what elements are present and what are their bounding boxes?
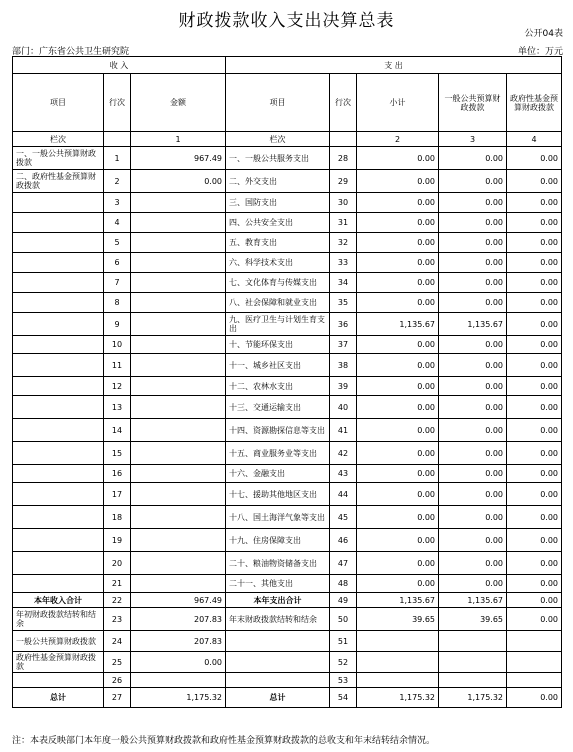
subtotal-cell: 1,135.67 [357,593,439,608]
income-item-cell [13,354,104,377]
general-budget-cell: 0.00 [439,442,507,465]
income-amount-cell [131,253,226,273]
expense-line-cell: 35 [330,293,357,313]
income-line-cell: 13 [104,396,131,419]
expense-line-cell: 29 [330,170,357,193]
expense-item-cell: 七、文化体育与传媒支出 [226,273,330,293]
fund-budget-cell [507,673,562,688]
general-budget-cell: 0.00 [439,213,507,233]
fund-budget-cell: 0.00 [507,419,562,442]
general-budget-cell: 0.00 [439,575,507,593]
fund-budget-cell: 0.00 [507,552,562,575]
expense-item-cell: 十一、城乡社区支出 [226,354,330,377]
col-index-3: 3 [439,132,507,147]
table-row [13,529,562,552]
income-amount-cell [131,673,226,688]
income-amount-header: 金额 [131,74,226,132]
subtotal-cell: 0.00 [357,419,439,442]
general-budget-cell: 0.00 [439,354,507,377]
subtotal-cell: 0.00 [357,253,439,273]
expense-line-cell: 34 [330,273,357,293]
income-item-cell: 政府性基金预算财政拨款 [13,652,104,673]
fund-budget-cell: 0.00 [507,608,562,631]
expense-line-cell: 48 [330,575,357,593]
income-line-cell: 16 [104,465,131,483]
expense-item-cell: 九、医疗卫生与计划生育支出 [226,313,330,336]
expense-line-cell: 38 [330,354,357,377]
income-amount-cell: 207.83 [131,608,226,631]
general-budget-cell [439,673,507,688]
fund-budget-cell: 0.00 [507,688,562,708]
general-budget-cell: 0.00 [439,293,507,313]
income-amount-cell [131,273,226,293]
income-line-cell: 5 [104,233,131,253]
income-item-cell [13,442,104,465]
income-amount-cell: 0.00 [131,170,226,193]
income-item-cell [13,253,104,273]
general-budget-cell: 0.00 [439,273,507,293]
income-item-cell [13,552,104,575]
income-amount-cell [131,506,226,529]
subtotal-cell: 0.00 [357,213,439,233]
fund-budget-cell: 0.00 [507,529,562,552]
expense-item-cell: 总计 [226,688,330,708]
table-row [13,293,562,313]
expense-item-cell: 十六、金融支出 [226,465,330,483]
expense-line-cell: 33 [330,253,357,273]
general-budget-cell: 0.00 [439,147,507,170]
income-amount-cell: 967.49 [131,593,226,608]
general-budget-cell [439,631,507,652]
subtotal-cell: 0.00 [357,377,439,396]
income-line-cell: 26 [104,673,131,688]
col-label-expense: 栏次 [226,132,330,147]
income-amount-cell [131,575,226,593]
income-item-cell [13,529,104,552]
expense-item-cell: 年末财政拨款结转和结余 [226,608,330,631]
income-amount-cell [131,419,226,442]
expense-line-cell: 47 [330,552,357,575]
form-number: 公开04表 [524,29,563,39]
col-index-1: 1 [131,132,226,147]
table-row [13,213,562,233]
income-amount-cell [131,529,226,552]
general-budget-cell: 0.00 [439,529,507,552]
general-budget-cell: 0.00 [439,336,507,354]
subtotal-cell: 0.00 [357,273,439,293]
income-item-cell [13,336,104,354]
expense-line-cell: 53 [330,673,357,688]
income-line-cell: 1 [104,147,131,170]
subtotal-cell: 0.00 [357,170,439,193]
income-item-header: 项目 [13,74,104,132]
general-budget-cell: 1,175.32 [439,688,507,708]
expense-line-cell: 28 [330,147,357,170]
subtotal-cell: 0.00 [357,506,439,529]
fund-budget-cell: 0.00 [507,273,562,293]
expense-item-cell: 十三、交通运输支出 [226,396,330,419]
expense-line-cell: 37 [330,336,357,354]
income-amount-cell [131,442,226,465]
income-item-cell [13,419,104,442]
expense-line-cell: 44 [330,483,357,506]
subtotal-cell: 0.00 [357,396,439,419]
income-amount-cell: 207.83 [131,631,226,652]
table-row [13,147,562,170]
expense-line-cell: 51 [330,631,357,652]
income-line-cell: 10 [104,336,131,354]
income-item-cell [13,193,104,213]
report-title: 财政拨款收入支出决算总表 [178,11,395,31]
income-amount-cell: 0.00 [131,652,226,673]
income-item-cell [13,575,104,593]
income-item-cell: 二、政府性基金预算财政拨款 [13,170,104,193]
general-budget-cell: 0.00 [439,170,507,193]
income-amount-cell [131,483,226,506]
subtotal-cell [357,673,439,688]
income-line-cell: 7 [104,273,131,293]
income-amount-cell [131,354,226,377]
expense-item-cell: 一、一般公共服务支出 [226,147,330,170]
income-amount-cell [131,313,226,336]
general-budget-cell: 0.00 [439,552,507,575]
income-line-cell: 8 [104,293,131,313]
income-line-cell: 2 [104,170,131,193]
fund-budget-cell: 0.00 [507,483,562,506]
subtotal-cell: 0.00 [357,147,439,170]
income-line-cell: 27 [104,688,131,708]
subtotal-cell [357,631,439,652]
fund-budget-cell: 0.00 [507,442,562,465]
subtotal-cell: 1,175.32 [357,688,439,708]
general-budget-cell: 0.00 [439,396,507,419]
fund-budget-cell: 0.00 [507,213,562,233]
expense-item-cell: 十、节能环保支出 [226,336,330,354]
table-row [13,575,562,593]
income-line-cell: 15 [104,442,131,465]
expense-item-cell: 十七、援助其他地区支出 [226,483,330,506]
fund-budget-cell: 0.00 [507,253,562,273]
expense-line-cell: 49 [330,593,357,608]
fund-budget-cell: 0.00 [507,396,562,419]
fund-budget-cell: 0.00 [507,336,562,354]
income-item-cell [13,313,104,336]
expense-item-cell [226,673,330,688]
fund-budget-cell: 0.00 [507,147,562,170]
expense-item-cell [226,631,330,652]
income-item-cell: 总计 [13,688,104,708]
subtotal-cell: 39.65 [357,608,439,631]
fund-budget-cell: 0.00 [507,377,562,396]
subtotal-cell: 1,135.67 [357,313,439,336]
expense-item-cell: 二十、粮油物资储备支出 [226,552,330,575]
expense-item-cell: 三、国防支出 [226,193,330,213]
fund-budget-cell: 0.00 [507,354,562,377]
table-row [13,465,562,483]
table-row [13,673,562,688]
income-amount-cell [131,465,226,483]
income-item-cell [13,273,104,293]
income-item-cell [13,673,104,688]
expense-line-cell: 54 [330,688,357,708]
fund-budget-cell: 0.00 [507,575,562,593]
expense-line-cell: 46 [330,529,357,552]
fund-budget-cell: 0.00 [507,193,562,213]
income-item-cell: 年初财政拨款结转和结余 [13,608,104,631]
subtotal-cell: 0.00 [357,354,439,377]
income-item-cell [13,483,104,506]
fund-budget-header: 政府性基金预算财政拨款 [507,74,562,132]
table-row [13,233,562,253]
fund-budget-cell: 0.00 [507,506,562,529]
col-label-income: 栏次 [13,132,104,147]
subtotal-cell: 0.00 [357,336,439,354]
expense-item-cell: 二十一、其他支出 [226,575,330,593]
subtotal-cell: 0.00 [357,193,439,213]
income-item-cell: 一般公共预算财政拨款 [13,631,104,652]
general-budget-cell: 1,135.67 [439,313,507,336]
table-row [13,170,562,193]
table-row [13,631,562,652]
subtotal-cell: 0.00 [357,483,439,506]
income-line-cell: 20 [104,552,131,575]
general-budget-cell: 0.00 [439,465,507,483]
income-line-cell: 4 [104,213,131,233]
expense-line-cell: 45 [330,506,357,529]
expense-item-cell: 本年支出合计 [226,593,330,608]
expense-item-cell: 二、外交支出 [226,170,330,193]
expense-line-cell: 30 [330,193,357,213]
income-line-cell: 3 [104,193,131,213]
income-item-cell [13,233,104,253]
fund-budget-cell: 0.00 [507,233,562,253]
fund-budget-cell: 0.00 [507,293,562,313]
fund-budget-cell [507,652,562,673]
col-index-2: 2 [357,132,439,147]
table-row [13,193,562,213]
general-budget-header: 一般公共预算财政拨款 [439,74,507,132]
income-line-cell: 6 [104,253,131,273]
table-row [13,442,562,465]
expense-line-cell: 40 [330,396,357,419]
income-line-cell: 14 [104,419,131,442]
fund-budget-cell: 0.00 [507,313,562,336]
general-budget-cell [439,652,507,673]
income-amount-cell [131,336,226,354]
table-row [13,688,562,708]
fund-budget-cell: 0.00 [507,593,562,608]
general-budget-cell: 0.00 [439,377,507,396]
income-amount-cell [131,233,226,253]
income-line-cell: 11 [104,354,131,377]
general-budget-cell: 0.00 [439,193,507,213]
fund-budget-cell: 0.00 [507,170,562,193]
income-item-cell: 一、一般公共预算财政拨款 [13,147,104,170]
expense-item-cell [226,652,330,673]
expense-item-cell: 十二、农林水支出 [226,377,330,396]
income-amount-cell: 967.49 [131,147,226,170]
income-item-cell [13,377,104,396]
expense-line-cell: 42 [330,442,357,465]
income-item-cell [13,213,104,233]
expense-item-cell: 十五、商业服务业等支出 [226,442,330,465]
expense-line-cell: 32 [330,233,357,253]
income-item-cell [13,465,104,483]
table-row [13,377,562,396]
expense-section-header: 支 出 [226,57,562,74]
fiscal-summary-table [12,56,562,708]
income-amount-cell: 1,175.32 [131,688,226,708]
subtotal-cell: 0.00 [357,233,439,253]
income-amount-cell [131,396,226,419]
subtotal-cell: 0.00 [357,442,439,465]
general-budget-cell: 0.00 [439,506,507,529]
expense-line-cell: 41 [330,419,357,442]
expense-item-cell: 四、公共安全支出 [226,213,330,233]
expense-item-cell: 十四、资源勘探信息等支出 [226,419,330,442]
expense-line-cell: 43 [330,465,357,483]
table-row [13,273,562,293]
expense-line-cell: 31 [330,213,357,233]
income-item-cell: 本年收入合计 [13,593,104,608]
table-row [13,552,562,575]
subtotal-cell [357,652,439,673]
expense-item-header: 项目 [226,74,330,132]
income-amount-cell [131,293,226,313]
subtotal-cell: 0.00 [357,293,439,313]
income-amount-cell [131,213,226,233]
general-budget-cell: 0.00 [439,233,507,253]
fund-budget-cell: 0.00 [507,465,562,483]
subtotal-header: 小计 [357,74,439,132]
income-amount-cell [131,552,226,575]
table-row [13,354,562,377]
expense-line-header: 行次 [330,74,357,132]
income-line-cell: 23 [104,608,131,631]
department-label: 部门：广东省公共卫生研究院 [12,47,130,57]
subtotal-cell: 0.00 [357,465,439,483]
income-amount-cell [131,377,226,396]
footnote: 注：本表反映部门本年度一般公共预算财政拨款和政府性基金预算财政拨款的总收支和年末结转结余情况。 [12,736,436,746]
expense-line-cell: 39 [330,377,357,396]
income-section-header: 收 入 [13,57,226,74]
general-budget-cell: 0.00 [439,419,507,442]
expense-line-cell: 50 [330,608,357,631]
expense-item-cell: 八、社会保障和就业支出 [226,293,330,313]
income-line-cell: 21 [104,575,131,593]
fund-budget-cell [507,631,562,652]
table-row [13,336,562,354]
expense-item-cell: 十八、国土海洋气象等支出 [226,506,330,529]
table-row [13,483,562,506]
general-budget-cell: 39.65 [439,608,507,631]
income-line-cell: 25 [104,652,131,673]
expense-item-cell: 五、教育支出 [226,233,330,253]
income-line-cell: 24 [104,631,131,652]
expense-line-cell: 36 [330,313,357,336]
general-budget-cell: 0.00 [439,253,507,273]
unit-label: 单位：万元 [517,47,563,57]
table-row [13,419,562,442]
income-line-cell: 19 [104,529,131,552]
income-line-cell: 12 [104,377,131,396]
table-row [13,506,562,529]
general-budget-cell: 1,135.67 [439,593,507,608]
expense-line-cell: 52 [330,652,357,673]
expense-item-cell: 六、科学技术支出 [226,253,330,273]
subtotal-cell: 0.00 [357,575,439,593]
table-row [13,608,562,631]
expense-item-cell: 十九、住房保障支出 [226,529,330,552]
income-line-cell: 22 [104,593,131,608]
income-amount-cell [131,193,226,213]
income-item-cell [13,396,104,419]
table-row [13,593,562,608]
general-budget-cell: 0.00 [439,483,507,506]
income-line-header: 行次 [104,74,131,132]
income-line-cell: 17 [104,483,131,506]
subtotal-cell: 0.00 [357,552,439,575]
table-row [13,396,562,419]
income-item-cell [13,293,104,313]
table-row [13,253,562,273]
subtotal-cell: 0.00 [357,529,439,552]
table-row [13,313,562,336]
table-row [13,652,562,673]
income-line-cell: 18 [104,506,131,529]
col-index-4: 4 [507,132,562,147]
income-line-cell: 9 [104,313,131,336]
income-item-cell [13,506,104,529]
